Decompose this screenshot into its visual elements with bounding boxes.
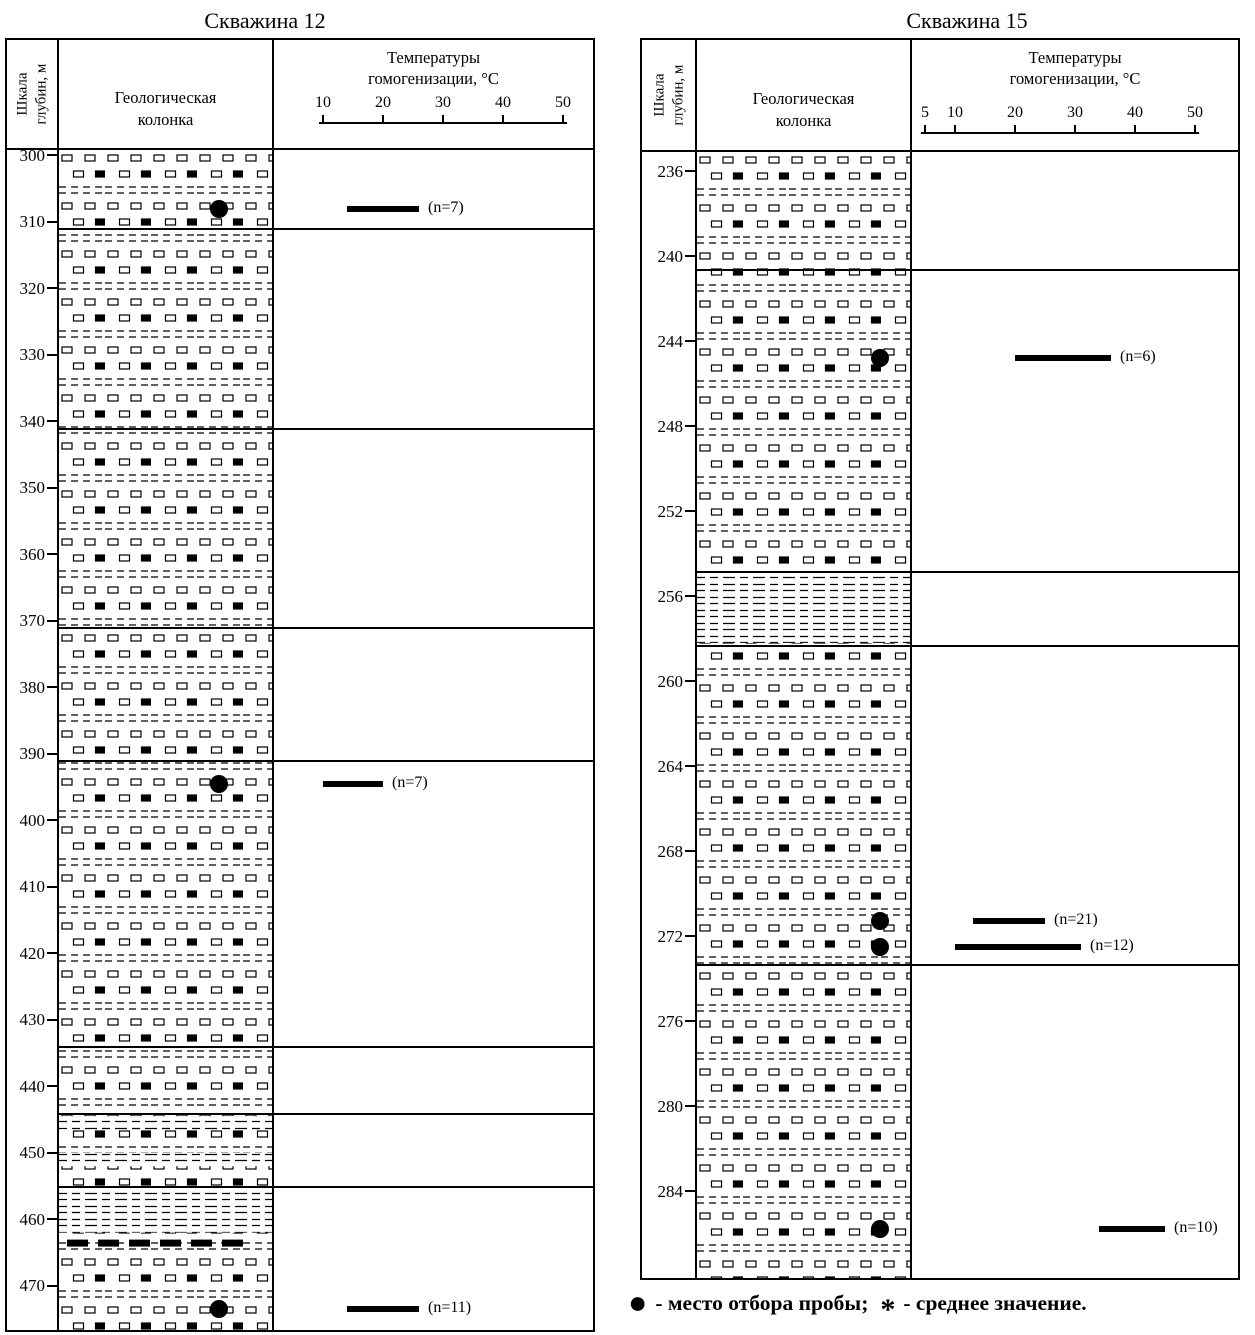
depth-column	[642, 40, 697, 1278]
depth-tick-mark	[47, 1218, 57, 1220]
temp-axis-scale	[274, 40, 593, 148]
temp-measurements-area	[912, 152, 1238, 1278]
depth-tick-label: 350	[19, 478, 45, 498]
temp-tick-label: 30	[435, 94, 451, 111]
temp-tick-label: 40	[495, 94, 511, 111]
depth-column	[7, 40, 59, 1330]
temp-tick-label: 50	[555, 94, 571, 111]
layer-boundary-line	[697, 269, 1238, 271]
temp-interval-bar	[955, 944, 1081, 950]
depth-tick-label: 420	[19, 943, 45, 963]
depth-tick	[642, 842, 695, 860]
layer-boundary-line	[59, 627, 593, 629]
temp-tick-mark	[442, 115, 444, 122]
depth-tick	[642, 502, 695, 520]
depth-tick-label: 340	[19, 411, 45, 431]
temp-tick-label: 20	[375, 94, 391, 111]
depth-tick	[7, 1210, 57, 1228]
depth-tick	[7, 279, 57, 297]
depth-tick-mark	[685, 935, 695, 937]
sample-point-marker	[210, 200, 228, 218]
depth-tick-mark	[685, 765, 695, 767]
depth-tick-mark	[47, 354, 57, 356]
depth-tick-label: 410	[19, 877, 45, 897]
sample-count-label: (n=7)	[392, 773, 428, 791]
layer-boundary-line	[697, 571, 1238, 573]
temp-tick-mark	[1074, 125, 1076, 132]
mean-value-symbol: *	[880, 1293, 896, 1326]
layer-boundary-line	[697, 964, 1238, 966]
depth-tick	[7, 1277, 57, 1295]
depth-tick-mark	[47, 1285, 57, 1287]
depth-tick-label: 380	[19, 677, 45, 697]
depth-tick-label: 276	[657, 1011, 683, 1031]
lithology-pattern-svg	[697, 152, 910, 1278]
layer-boundary-line	[59, 1186, 593, 1188]
temp-tick-mark	[1134, 125, 1136, 132]
depth-tick	[7, 811, 57, 829]
depth-tick-label: 300	[19, 145, 45, 165]
temp-tick-mark	[322, 115, 324, 122]
borehole-12-panel	[5, 8, 595, 1334]
depth-tick	[642, 1097, 695, 1115]
layer-boundary-line	[697, 645, 1238, 647]
depth-tick-mark	[47, 154, 57, 156]
depth-tick-label: 330	[19, 345, 45, 365]
geo-column	[697, 40, 912, 1278]
depth-tick-label: 440	[19, 1076, 45, 1096]
sample-count-label: (n=12)	[1090, 936, 1134, 954]
depth-tick	[7, 745, 57, 763]
sample-dot-symbol: ●	[628, 1284, 648, 1320]
sample-count-label: (n=7)	[428, 198, 464, 216]
geo-column-label: Геологическая колонка	[752, 88, 855, 130]
depth-tick-label: 460	[19, 1209, 45, 1229]
temp-tick-label: 30	[1067, 104, 1083, 121]
depth-tick-mark	[47, 287, 57, 289]
sample-count-label: (n=21)	[1054, 911, 1098, 929]
temp-axis-line	[319, 122, 567, 124]
depth-tick-mark	[685, 255, 695, 257]
temp-header	[274, 40, 593, 150]
geo-header	[697, 40, 910, 152]
depth-tick-label: 470	[19, 1276, 45, 1296]
depth-tick	[7, 346, 57, 364]
borehole-title: Скважина 15	[906, 8, 1028, 33]
depth-tick	[642, 162, 695, 180]
sample-point-marker	[210, 1300, 228, 1318]
temp-tick-label: 40	[1127, 104, 1143, 121]
temp-axis-scale	[912, 40, 1238, 150]
depth-tick	[7, 878, 57, 896]
borehole-title: Скважина 12	[204, 8, 326, 33]
lithology-area	[59, 150, 272, 1330]
depth-tick-label: 280	[657, 1096, 683, 1116]
depth-tick	[642, 587, 695, 605]
depth-tick-mark	[685, 340, 695, 342]
depth-header	[642, 40, 695, 152]
depth-tick	[7, 1077, 57, 1095]
depth-tick-mark	[685, 425, 695, 427]
depth-tick-mark	[685, 1190, 695, 1192]
temp-measurements-area	[274, 150, 593, 1330]
depth-tick	[7, 678, 57, 696]
depth-tick-label: 320	[19, 278, 45, 298]
depth-header	[7, 40, 57, 150]
depth-tick-label: 264	[657, 756, 683, 776]
temp-tick-mark	[382, 115, 384, 122]
depth-tick-mark	[685, 850, 695, 852]
sample-point-marker	[871, 938, 889, 956]
depth-tick-mark	[47, 1152, 57, 1154]
temp-interval-bar	[1099, 1226, 1165, 1232]
depth-tick-mark	[47, 753, 57, 755]
depth-scale-label: Шкала глубин, м	[14, 63, 49, 125]
sample-count-label: (n=10)	[1174, 1219, 1218, 1237]
temp-interval-bar	[347, 1306, 419, 1312]
depth-tick-mark	[47, 1019, 57, 1021]
depth-tick-label: 272	[657, 926, 683, 946]
depth-tick	[7, 146, 57, 164]
depth-tick-mark	[685, 510, 695, 512]
depth-tick	[7, 1144, 57, 1162]
depth-tick-label: 360	[19, 544, 45, 564]
figure-legend	[628, 1284, 1087, 1326]
depth-scale-label: Шкала глубин, м	[650, 64, 686, 126]
depth-tick-mark	[47, 1085, 57, 1087]
temp-tick-mark	[502, 115, 504, 122]
depth-tick-mark	[47, 420, 57, 422]
layer-boundary-line	[59, 1046, 593, 1048]
sample-count-label: (n=6)	[1120, 348, 1156, 366]
depth-ticks-area	[642, 152, 695, 1278]
depth-tick	[7, 412, 57, 430]
temp-tick-mark	[954, 125, 956, 132]
depth-tick-label: 248	[657, 416, 683, 436]
lithology-pattern-svg	[59, 150, 272, 1330]
depth-tick-mark	[47, 686, 57, 688]
depth-tick-label: 256	[657, 586, 683, 606]
temp-tick-mark	[1014, 125, 1016, 132]
temp-tick-label: 5	[921, 104, 929, 121]
temp-axis-line	[921, 132, 1199, 134]
depth-tick-mark	[47, 819, 57, 821]
depth-tick-label: 390	[19, 744, 45, 764]
layer-boundary-line	[59, 228, 593, 230]
depth-tick-mark	[47, 487, 57, 489]
depth-tick-label: 236	[657, 161, 683, 181]
mean-legend-label: - среднее значение.	[903, 1291, 1087, 1316]
depth-tick	[642, 332, 695, 350]
depth-tick	[7, 1011, 57, 1029]
depth-tick-mark	[47, 620, 57, 622]
depth-tick-label: 252	[657, 501, 683, 521]
temp-axis-title-line1: Температуры	[386, 48, 481, 67]
depth-tick	[642, 672, 695, 690]
depth-tick-mark	[685, 170, 695, 172]
layer-boundary-line	[59, 1113, 593, 1115]
depth-tick-label: 284	[657, 1181, 683, 1201]
temp-axis-title-line1: Температуры	[1028, 48, 1122, 67]
depth-tick-mark	[47, 221, 57, 223]
temp-tick-mark	[562, 115, 564, 122]
depth-tick	[642, 247, 695, 265]
depth-tick-label: 268	[657, 841, 683, 861]
geo-column	[59, 40, 274, 1330]
temp-column	[274, 40, 593, 1330]
depth-tick-label: 244	[657, 331, 683, 351]
depth-tick-label: 400	[19, 810, 45, 830]
depth-tick-label: 450	[19, 1143, 45, 1163]
depth-tick-label: 430	[19, 1010, 45, 1030]
depth-tick-mark	[685, 595, 695, 597]
well-log-table	[5, 38, 595, 1332]
temp-header	[912, 40, 1238, 152]
depth-tick-label: 370	[19, 611, 45, 631]
depth-tick-label: 310	[19, 212, 45, 232]
well-log-table	[640, 38, 1240, 1280]
geo-column-label: Геологическая колонка	[114, 87, 217, 129]
depth-tick	[7, 545, 57, 563]
temp-tick-label: 20	[1007, 104, 1023, 121]
depth-tick-label: 260	[657, 671, 683, 691]
layer-boundary-line	[59, 760, 593, 762]
temp-axis-title-line2: гомогенизации, °С	[368, 69, 499, 89]
lithology-area	[697, 152, 910, 1278]
depth-tick	[7, 612, 57, 630]
depth-tick-mark	[685, 1105, 695, 1107]
temp-tick-mark	[1194, 125, 1196, 132]
depth-tick-mark	[47, 952, 57, 954]
sample-legend-label: - место отбора пробы;	[655, 1291, 869, 1316]
depth-tick	[7, 213, 57, 231]
temp-interval-bar	[1015, 355, 1111, 361]
borehole-15-panel	[640, 8, 1240, 1282]
temp-tick-mark	[924, 125, 926, 132]
temp-tick-label: 10	[315, 94, 331, 111]
sample-count-label: (n=11)	[428, 1299, 472, 1317]
layer-boundary-line	[59, 428, 593, 430]
depth-tick-mark	[685, 680, 695, 682]
depth-tick-label: 240	[657, 246, 683, 266]
depth-tick	[7, 479, 57, 497]
depth-tick	[642, 1182, 695, 1200]
temp-interval-bar	[973, 918, 1045, 924]
depth-tick-mark	[685, 1020, 695, 1022]
sample-point-marker	[210, 775, 228, 793]
depth-ticks-area	[7, 145, 57, 1330]
temp-tick-label: 50	[1187, 104, 1203, 121]
depth-tick-mark	[47, 553, 57, 555]
geo-header	[59, 40, 272, 150]
depth-tick	[642, 927, 695, 945]
sample-point-marker	[871, 349, 889, 367]
depth-tick	[642, 757, 695, 775]
depth-tick-mark	[47, 886, 57, 888]
depth-tick	[642, 1012, 695, 1030]
depth-tick	[7, 944, 57, 962]
temp-column	[912, 40, 1238, 1278]
temp-tick-label: 10	[947, 104, 963, 121]
temp-interval-bar	[323, 781, 383, 787]
depth-tick	[642, 417, 695, 435]
temp-axis-title-line2: гомогенизации, °С	[1009, 69, 1141, 89]
temp-interval-bar	[347, 206, 419, 212]
